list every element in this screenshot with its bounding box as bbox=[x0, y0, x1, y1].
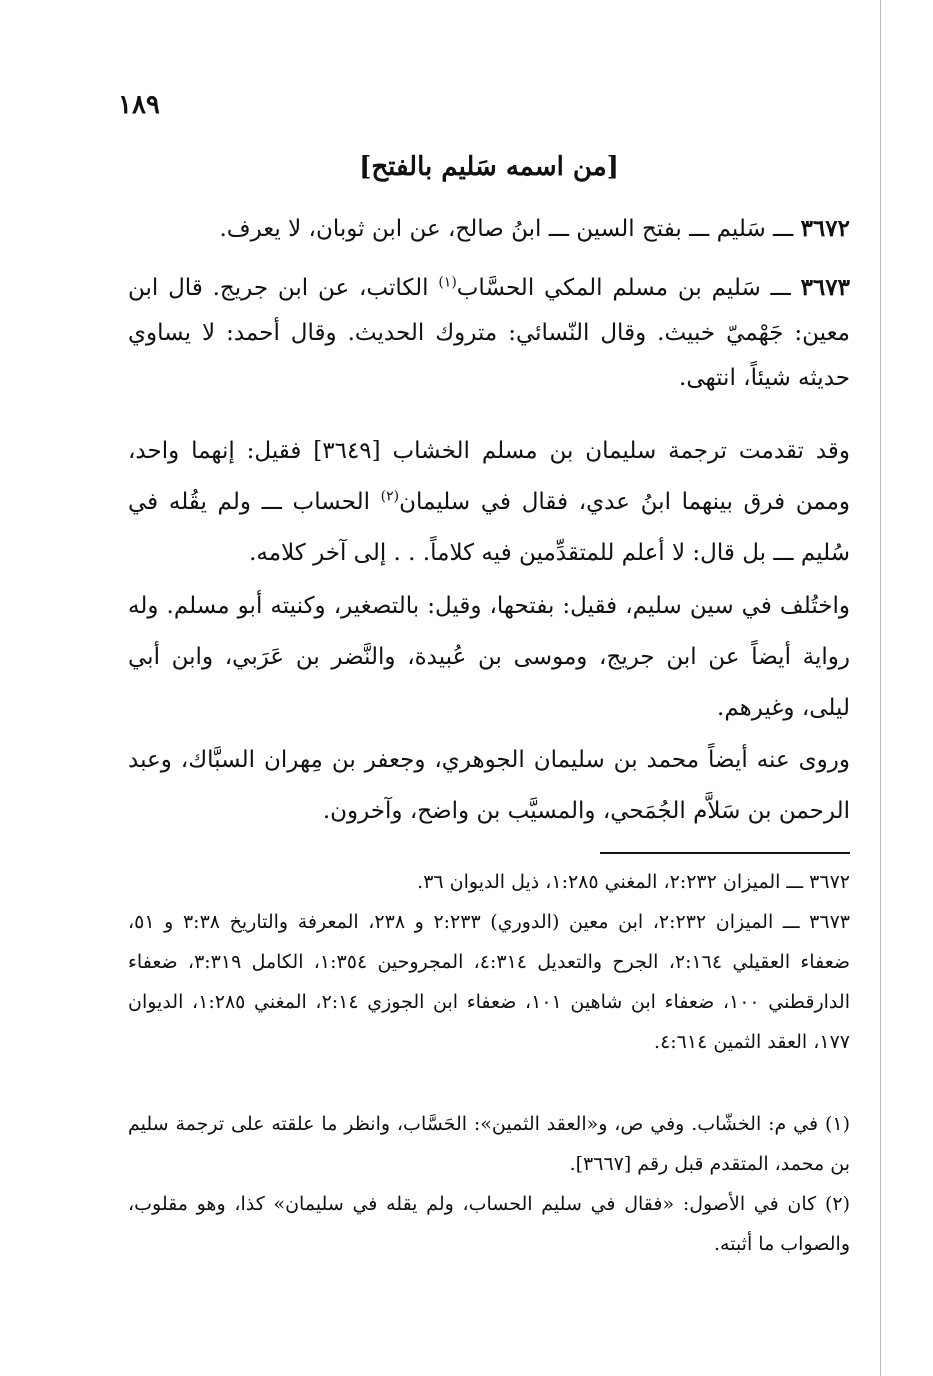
paragraph-1 bbox=[128, 426, 850, 579]
entry-3672 bbox=[128, 208, 850, 250]
note-number: ٣٦٧٢ bbox=[809, 871, 850, 893]
footnote-2 bbox=[128, 1184, 850, 1264]
footnote-text: في م: الخشّاب. وفي ص، و«العقد الثمين»: الحَسَّاب، وانظر ما علقته على ترجمة سليم بن محمد، المتقدم قبل رقم [٣٦٦٧]. bbox=[128, 1113, 850, 1175]
footnote-marker: (٢) bbox=[824, 1193, 850, 1215]
footnote-marker: (١) bbox=[824, 1113, 851, 1135]
source-note-3672 bbox=[128, 862, 850, 902]
entry-number: ٣٦٧٣ bbox=[800, 274, 850, 301]
paragraph-text-start: وقد تقدمت ترجمة سليمان بن مسلم الخشاب [٣٦٤٩] فقيل: إنهما واحد، وممن فرق بينهما ابنُ عدي، فقال في سليمان bbox=[128, 438, 850, 515]
section-heading: [من اسمه سَليم بالفتح] bbox=[359, 152, 619, 182]
footnote-1 bbox=[128, 1104, 850, 1184]
entry-text: ـــ سَليم ـــ بفتح السين ـــ ابنُ صالح، عن ابن ثوبان، لا يعرف. bbox=[219, 216, 794, 242]
footnote-ref: (١) bbox=[438, 274, 457, 291]
note-text: ـــ الميزان ٢:٢٣٢، ابن معين (الدوري) ٢:٢٣٣ و ٢٣٨، المعرفة والتاريخ ٣:٣٨ و ٥١، ضعفاء العقيلي ٢:١٦٤، الجرح والتعديل ٤:٣١٤، المجروحين ١:٣٥٤، الكامل ٣:٣١٩، ضعفاء الدارقطني ١٠٠، ضعفاء ابن شاهين ١٠١، ضعفاء ابن الجوزي ٢:١٤، المغني ١:٢٨٥، الديوان ١٧٧، العقد الثمين ٤:٦١٤. bbox=[128, 911, 851, 1053]
paragraph-text: واختُلف في سين سليم، فقيل: بفتحها، وقيل: بالتصغير، وكنيته أبو مسلم. وله رواية أيضاً عن ابن جريج، وموسى بن عُبيدة، والنَّضر بن عَرَبي، وابن أبي ليلى، وغيرهم. bbox=[128, 593, 850, 721]
paragraph-3 bbox=[128, 735, 850, 837]
footnote-separator bbox=[600, 852, 850, 854]
note-text: ـــ الميزان ٢:٢٣٢، المغني ١:٢٨٥، ذيل الديوان ٣٦. bbox=[417, 871, 804, 893]
page-edge-line bbox=[880, 0, 881, 1376]
entry-number: ٣٦٧٢ bbox=[800, 215, 850, 242]
page-number: ١٨٩ bbox=[118, 90, 160, 120]
footnote-text: كان في الأصول: «فقال في سليم الحساب، ولم يقله في سليمان» كذا، وهو مقلوب، والصواب ما أثبته. bbox=[128, 1193, 850, 1255]
source-note-3673 bbox=[128, 902, 850, 1062]
paragraph-2 bbox=[128, 581, 850, 734]
paragraph-text-end: الحساب ـــ ولم يقُله في سُليم ـــ بل قال: لا أعلم للمتقدِّمين فيه كلاماً. . . إلى آخر كلامه. bbox=[128, 489, 850, 566]
entry-text-end: الكاتب، عن ابن جريج. قال ابن معين: جَهْميّ خبيث. وقال النّسائي: متروك الحديث. وقال أحمد: لا يساوي حديثه شيئاً، انتهى. bbox=[128, 275, 850, 391]
footnote-ref: (٢) bbox=[380, 488, 400, 505]
note-number: ٣٦٧٣ bbox=[809, 911, 850, 933]
entry-3673 bbox=[128, 265, 850, 401]
entry-text-start: ـــ سَليم بن مسلم المكي الحسَّاب bbox=[456, 275, 791, 301]
paragraph-text: وروى عنه أيضاً محمد بن سليمان الجوهري، وجعفر بن مِهران السبَّاك، وعبد الرحمن بن سَلاَّم الجُمَحي، والمسيَّب بن واضح، وآخرون. bbox=[128, 747, 850, 824]
